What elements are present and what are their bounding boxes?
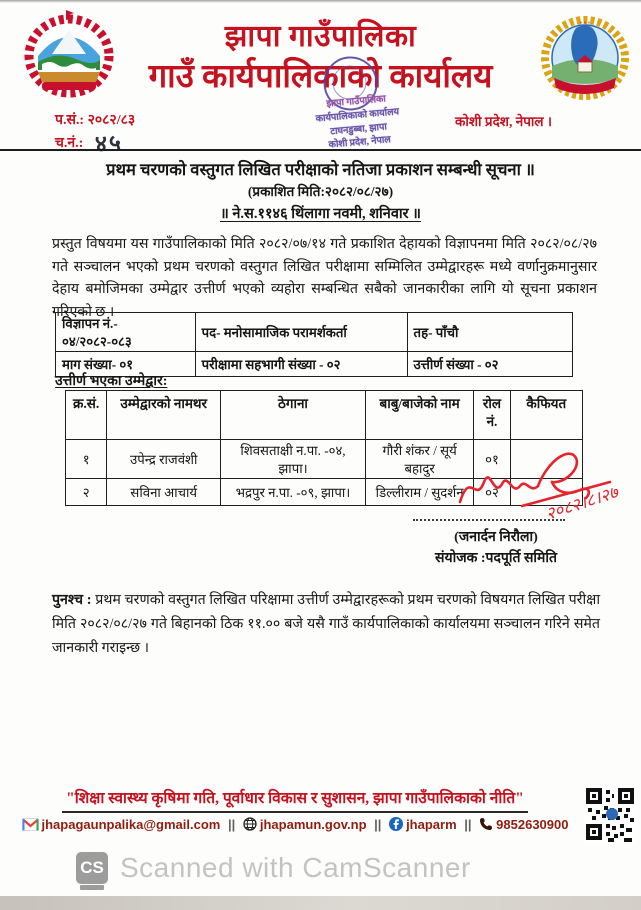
parent-cell: गौरी शंकर / सूर्य बहादुर bbox=[365, 440, 474, 479]
stamp-line: कार्यपालिकाको कार्यालय bbox=[315, 107, 400, 125]
post-cell: पद- मनोसामाजिक परामर्शकर्ता bbox=[195, 313, 407, 352]
notice-body: प्रस्तुत विषयमा यस गाउँपालिकाको मिति २०८२/०७/१४ गते प्रकाशित देहायको विज्ञापनमा मिति २०८२/०८/२७ गते सञ्चालन भएको प्रथम चरणको वस्तुगत लिखित परीक्षामा सम्मिलित उम्मेद्वारहरू मध्ये वर्णानुक्रमानुसार देहाय बमोजिमका उम्मेद्वार उत्तीर्ण भएको व्यहोरा सम्बन्धित सबैको जानकारीका लागि यो सूचना प्रकाशन गरिएको छ । bbox=[52, 236, 597, 321]
stamp-line: कोशी प्रदेश, नेपाल bbox=[328, 135, 392, 151]
col-candidate-name: उम्मेद्वारको नामथर bbox=[107, 391, 221, 440]
email-text[interactable]: jhapagaunpalika@gmail.com bbox=[41, 817, 221, 832]
name-cell: उपेन्द्र राजवंशी bbox=[107, 440, 221, 479]
signatory-designation: संयोजक :पदपूर्ति समिति bbox=[434, 551, 558, 566]
col-serial: क्र.सं. bbox=[66, 391, 107, 440]
dispatch-number-label: च.नं.: bbox=[55, 136, 84, 151]
slogan: "शिक्षा स्वास्थ्य कृषिमा गति, पूर्वाधार विकास र सुशासन, झापा गाउँपालिकाको नीति" bbox=[0, 786, 590, 813]
qr-code bbox=[584, 786, 636, 844]
col-roll-no: रोल नं. bbox=[474, 391, 510, 440]
scan-bottom-edge bbox=[0, 896, 641, 910]
demand-count-cell: माग संख्या- ०१ bbox=[56, 352, 196, 377]
contact-line bbox=[0, 817, 590, 832]
level-cell: तह- पाँचौ bbox=[407, 313, 572, 352]
separator: || bbox=[227, 817, 236, 832]
col-father-grandfather: बाबु/बाजेको नाम bbox=[365, 391, 474, 440]
website-text[interactable]: jhapamun.gov.np bbox=[259, 817, 367, 832]
facebook-text[interactable]: jhaparm bbox=[406, 817, 457, 832]
postscript bbox=[52, 588, 600, 660]
advertisement-no-cell: विज्ञापन नं.- ०४/२०८२-०८३ bbox=[56, 313, 196, 352]
separator: || bbox=[464, 817, 472, 832]
address-cell: शिवसताक्षी न.पा. -०४, झापा। bbox=[221, 440, 366, 479]
passed-count-cell: उत्तीर्ण संख्या - ०२ bbox=[407, 352, 572, 377]
vacancy-summary-table bbox=[55, 312, 573, 377]
postscript-text: प्रथम चरणको वस्तुगत लिखित परिक्षामा उत्तीर्ण उम्मेद्वारहरूको प्रथम चरणको विषयगत लिखित परीक्षा मिति २०८२/०८/२७ गते बिहानको ठिक ११.०० बजे यसै गाउँ कार्यपालिकाको कार्यालयमा सञ्चालन गरिने समेत जानकारी गराइन्छ । bbox=[52, 592, 601, 657]
roll-cell: ०२ bbox=[474, 479, 510, 506]
header-divider bbox=[0, 149, 641, 151]
signatory-name: (जनार्दन निरौला) bbox=[454, 530, 538, 545]
published-date: (प्रकाशित मिति:२०८२/०८/२७) bbox=[247, 184, 394, 199]
notice-title: प्रथम चरणको वस्तुगत लिखित परीक्षाको नतिजा प्रकाशन सम्बन्धी सूचना ॥ bbox=[106, 160, 535, 179]
stamp-line: टाघनडुब्बा, झापा bbox=[329, 122, 388, 137]
reference-number: प.सं.: २०८२/८३ bbox=[55, 113, 136, 128]
col-address: ठेगाना bbox=[221, 391, 366, 440]
camscanner-watermark bbox=[76, 852, 471, 884]
phone-icon bbox=[479, 817, 493, 831]
handwritten-signature bbox=[452, 440, 640, 532]
camscanner-badge: CS bbox=[76, 852, 108, 884]
serial-cell: २ bbox=[66, 479, 107, 506]
logo-arc-text: ॰ ॰ ॰ bbox=[579, 21, 591, 27]
address-cell: भद्रपुर न.पा. -०९, झापा। bbox=[221, 479, 366, 506]
gmail-icon bbox=[22, 818, 39, 831]
roll-cell: ०१ bbox=[474, 440, 510, 479]
globe-icon bbox=[243, 817, 257, 831]
result-table-heading: उत्तीर्ण भएका उम्मेद्वार: bbox=[55, 374, 168, 389]
stamp-line: झापा गाउँपालिका bbox=[326, 94, 387, 110]
col-remarks: कैफियत bbox=[510, 391, 582, 440]
province-label: कोशी प्रदेश, नेपाल । bbox=[455, 114, 552, 129]
phone-text[interactable]: 9852630900 bbox=[496, 817, 569, 832]
nepal-sambat-line: ॥ ने.स.११४६ थिंलागा नवमी, शनिवार ॥ bbox=[220, 206, 421, 222]
postscript-label: पुनश्च : bbox=[52, 592, 92, 608]
table-header-row bbox=[66, 391, 583, 440]
separator: || bbox=[374, 817, 382, 832]
office-name: गाउँ कार्यपालिकाको कार्यालय bbox=[148, 59, 493, 95]
camscanner-text: Scanned with CamScanner bbox=[120, 852, 471, 883]
municipality-name: झापा गाउँपालिका bbox=[224, 20, 417, 53]
parent-cell: डिल्लीराम / सुदर्शन bbox=[365, 479, 474, 506]
scan-top-edge bbox=[0, 0, 641, 3]
facebook-icon bbox=[389, 817, 403, 831]
participants-count-cell: परीक्षामा सहभागी संख्या - ०२ bbox=[195, 352, 407, 377]
dispatch-number-handwritten: ४५ bbox=[94, 130, 124, 157]
table-row bbox=[56, 313, 573, 352]
name-cell: सविना आचार्य bbox=[107, 479, 221, 506]
serial-cell: १ bbox=[66, 440, 107, 479]
signature-date: २०८२।८।२७ bbox=[543, 482, 621, 524]
